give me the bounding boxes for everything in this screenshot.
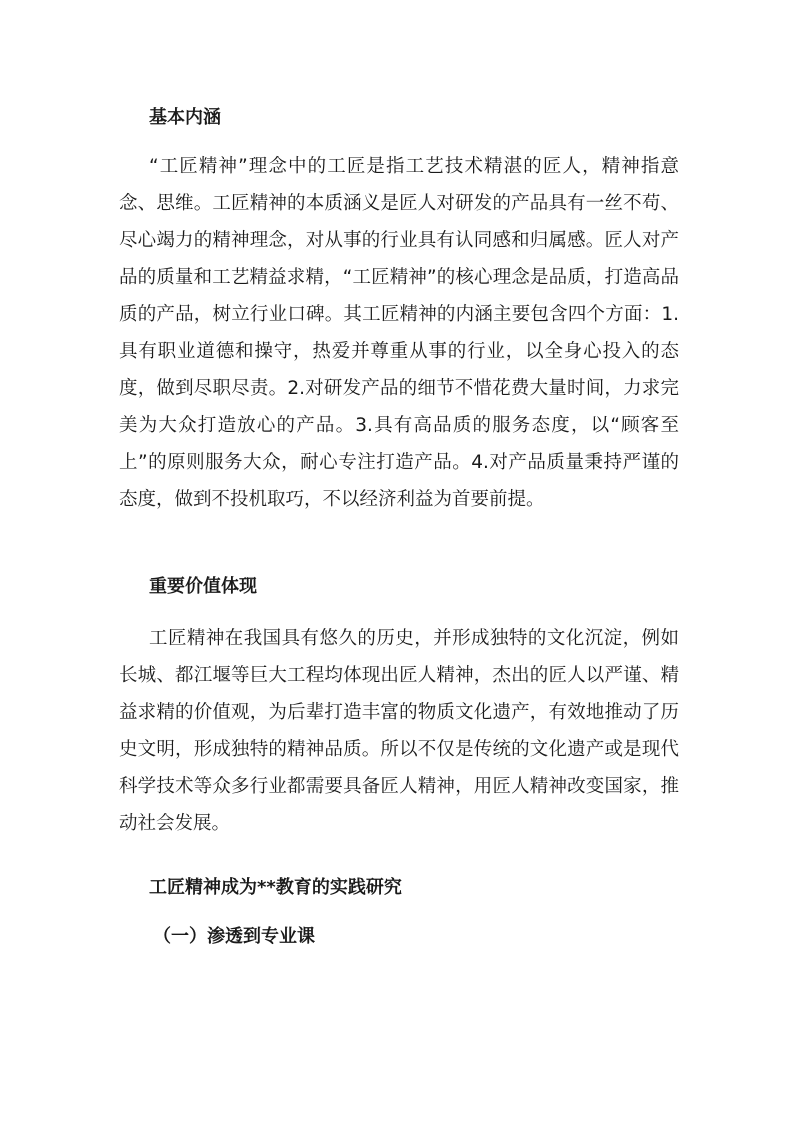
section-heading-practice-research: 工匠精神成为**教育的实践研究 <box>149 877 402 898</box>
paragraph-important-value: 工匠精神在我国具有悠久的历史，并形成独特的文化沉淀，例如长城、都江堰等巨大工程均体现出匠人精神，杰出的匠人以严谨、精益求精的价值观，为后辈打造丰富的物质文化遗产，有效地推动了历史文明，形成独特的精神品质。所以不仅是传统的文化遗产或是现代科学技术等众多行业都需要具备匠人精神，用匠人精神改变国家，推动社会发展。 <box>119 628 679 834</box>
section-heading-basic-meaning: 基本内涵 <box>149 107 221 128</box>
section-heading-important-value: 重要价值体现 <box>149 576 257 597</box>
subsection-heading-professional-courses: （一）渗透到专业课 <box>153 926 315 947</box>
paragraph-basic-meaning: “工匠精神”理念中的工匠是指工艺技术精湛的匠人，精神指意念、思维。工匠精神的本质涵义是匠人对研发的产品具有一丝不苟、尽心竭力的精神理念，对从事的行业具有认同感和归属感。匠人对产品的质量和工艺精益求精，“工匠精神”的核心理念是品质，打造高品质的产品，树立行业口碑。其工匠精神的内涵主要包含四个方面：1.具有职业道德和操守，热爱并尊重从事的行业，以全身心投入的态度，做到尽职尽责。2.对研发产品的细节不惜花费大量时间，力求完美为大众打造放心的产品。3.具有高品质的服务态度，以“顾客至上”的原则服务大众，耐心专注打造产品。4.对产品质量秉持严谨的态度，做到不投机取巧，不以经济利益为首要前提。 <box>119 156 679 510</box>
